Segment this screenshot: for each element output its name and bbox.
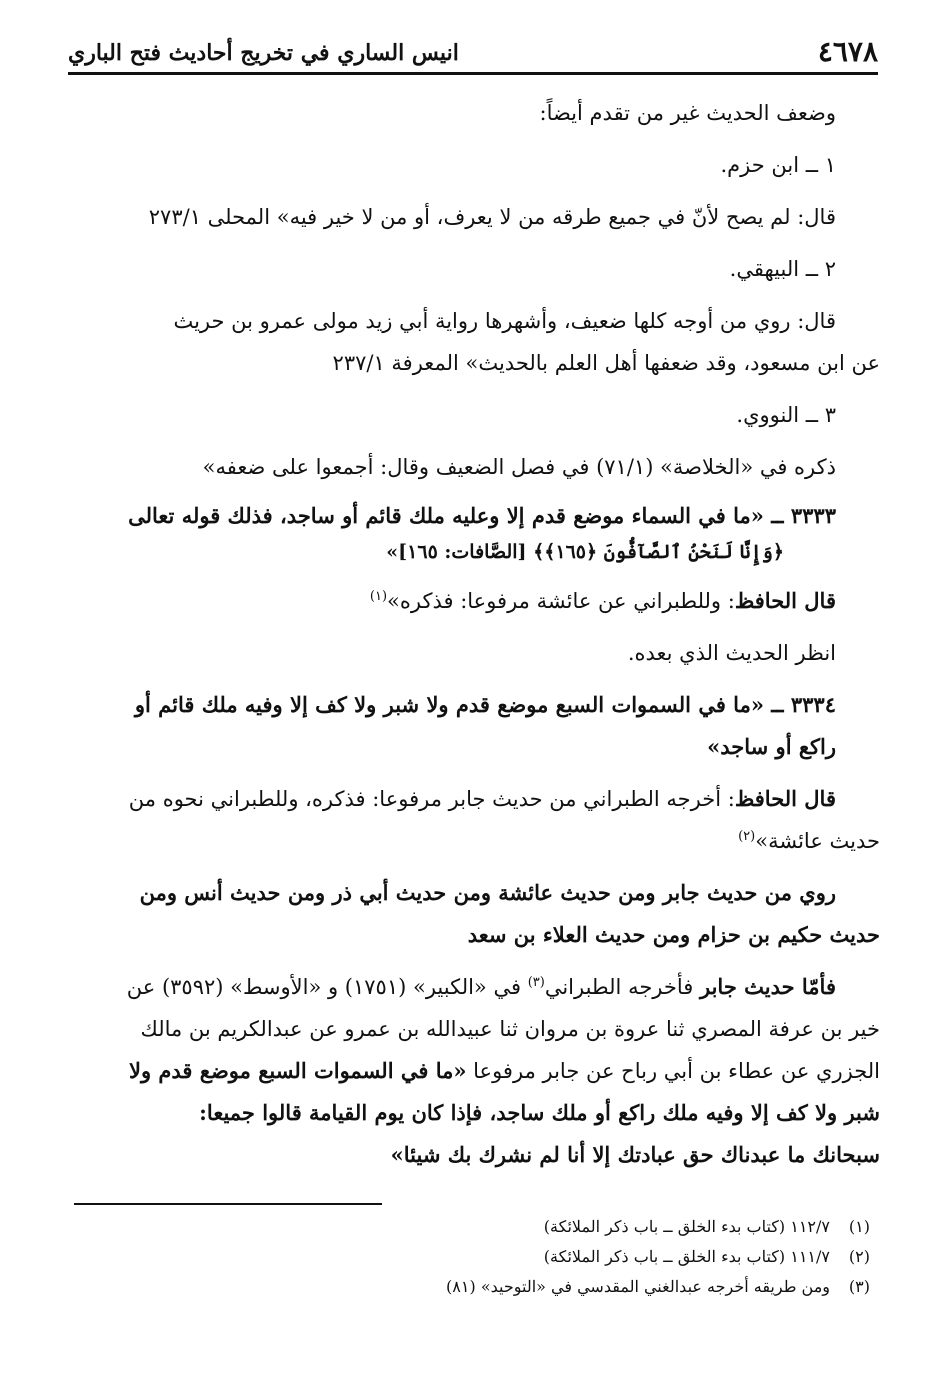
text-line (74, 966, 880, 1008)
footnote-mark: (٢) (848, 1247, 870, 1266)
text-line (74, 820, 880, 862)
paragraph (74, 966, 880, 1176)
footnote (74, 1272, 880, 1302)
footnote-divider (74, 1203, 382, 1205)
text-line: قال: روي من أوجه كلها ضعيف، وأشهرها رواية أبي زيد مولى عمرو بن حريث (173, 309, 836, 333)
text-line (74, 778, 880, 820)
hafiz-label: قال الحافظ (734, 786, 836, 811)
text-line: خير بن عرفة المصري ثنا عروة بن مروان ثنا عبيدالله بن عمرو عن عبدالكريم بن مالك (140, 1017, 880, 1041)
page-header (68, 30, 878, 75)
footnote-text: ومن طريقه أخرجه عبدالغني المقدسي في «التوحيد» (٨١) (446, 1277, 830, 1296)
footnote-ref: (١) (369, 589, 388, 604)
text-run: الجزري عن عطاء بن أبي رباح عن جابر مرفوعا (466, 1059, 880, 1083)
hafiz-text: : أخرجه الطبراني من حديث جابر مرفوعا: فذكره، وللطبراني نحوه من (128, 787, 735, 811)
page-number: ٤٦٧٨ (817, 35, 878, 68)
hadith-text: ٣٣٣٣ ــ «ما في السماء موضع قدم إلا وعليه ملك قائم أو ساجد، فذلك قوله تعالى (128, 503, 836, 528)
paragraph: انظر الحديث الذي بعده. (627, 641, 836, 665)
footnote (74, 1242, 880, 1272)
hadith-3334 (74, 684, 880, 768)
list-item: ١ ــ ابن حزم. (720, 153, 836, 177)
footnote (74, 1212, 880, 1242)
footnote-text: ١١١/٧ (كتاب بدء الخلق ــ باب ذكر الملائكة) (543, 1247, 830, 1266)
text-line: عن ابن مسعود، وقد ضعفها أهل العلم بالحديث» المعرفة ٢٣٧/١ (332, 351, 880, 375)
hadith-quote: شبر ولا كف إلا وفيه ملك راكع أو ملك ساجد، فإذا كان يوم القيامة قالوا جميعا: (199, 1100, 880, 1125)
hafiz-note (74, 778, 880, 862)
footnote-ref: (٣) (527, 975, 545, 990)
hafiz-text: : وللطبراني عن عائشة مرفوعا: فذكره» (387, 589, 735, 613)
hadith-quote: سبحانك ما عبدناك حق عبادتك إلا أنا لم نشرك بك شيئا» (390, 1142, 880, 1167)
paragraph: ذكره في «الخلاصة» (٧١/١) في فصل الضعيف وقال: أجمعوا على ضعفه» (202, 455, 836, 479)
hafiz-label: قال الحافظ (734, 588, 836, 613)
quran-verse: ﴿وَإِنَّا لَنَحْنُ ٱلصَّآفُّونَ ﴿١٦٥﴾﴾ [الصَّافات: ١٦٥]» (386, 541, 784, 563)
text-line: حديث حكيم بن حزام ومن حديث العلاء بن سعد (467, 922, 880, 947)
text-run: فأخرجه الطبراني (544, 975, 700, 999)
hafiz-text: حديث عائشة» (755, 829, 880, 853)
section-label: فأمّا حديث جابر (700, 974, 836, 999)
list-item: ٣ ــ النووي. (736, 403, 836, 427)
hadith-3333 (74, 498, 880, 570)
hafiz-note (74, 580, 880, 622)
book-title: انيس الساري في تخريج أحاديث فتح الباري (68, 40, 459, 66)
hadith-quote: «ما في السموات السبع موضع قدم ولا (128, 1058, 467, 1083)
text-line: روي من حديث جابر ومن حديث عائشة ومن حديث أبي ذر ومن حديث أنس ومن (139, 880, 836, 905)
paragraph (74, 872, 880, 956)
paragraph: وضعف الحديث غير من تقدم أيضاً: (539, 101, 836, 125)
list-item: ٢ ــ البيهقي. (729, 257, 836, 281)
text-run: في «الكبير» (١٧٥١) و «الأوسط» (٣٥٩٢) عن (126, 975, 528, 999)
paragraph: قال: لم يصح لأنّ في جميع طرقه من لا يعرف، أو من لا خير فيه» المحلى ٢٧٣/١ (148, 205, 836, 229)
footnotes (74, 1212, 880, 1302)
text-line (74, 1050, 880, 1092)
paragraph (74, 300, 880, 384)
hadith-text: ٣٣٣٤ ــ «ما في السموات السبع موضع قدم ولا شبر ولا كف إلا وفيه ملك قائم أو (134, 692, 836, 717)
footnote-text: ١١٢/٧ (كتاب بدء الخلق ــ باب ذكر الملائكة) (543, 1217, 830, 1236)
page-body (74, 92, 880, 1186)
footnote-mark: (١) (848, 1217, 870, 1236)
footnote-mark: (٣) (848, 1277, 870, 1296)
footnote-ref: (٢) (738, 829, 756, 844)
hadith-text: راكع أو ساجد» (707, 734, 836, 759)
